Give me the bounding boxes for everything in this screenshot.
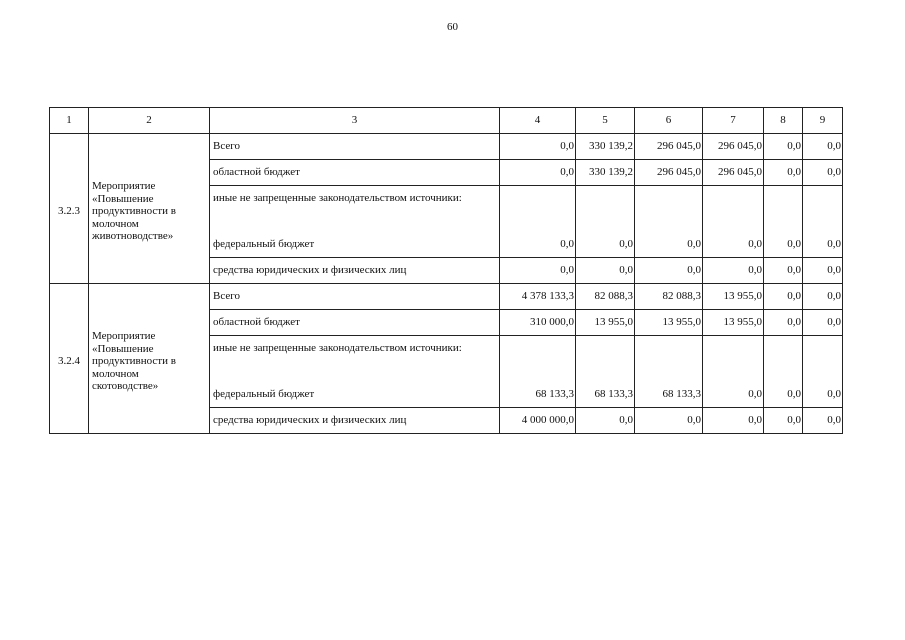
amount-cell: 82 088,3 (635, 284, 703, 310)
amount-cell: 68 133,3 (635, 382, 703, 408)
amount-cell: 330 139,2 (576, 160, 635, 186)
amount-cell: 0,0 (500, 232, 576, 258)
amount-cell: 0,0 (764, 160, 803, 186)
amount-cell (764, 186, 803, 233)
amount-cell: 0,0 (576, 408, 635, 434)
table-row (50, 284, 843, 310)
header-row (50, 108, 843, 134)
header-cell: 6 (635, 108, 703, 134)
amount-cell (635, 186, 703, 233)
funding-source: федеральный бюджет (210, 382, 500, 408)
funding-source: иные не запрещенные законодательством источники: (210, 186, 500, 233)
amount-cell: 13 955,0 (703, 284, 764, 310)
header-cell: 8 (764, 108, 803, 134)
funding-source: средства юридических и физических лиц (210, 258, 500, 284)
amount-cell: 0,0 (635, 258, 703, 284)
amount-cell: 0,0 (703, 258, 764, 284)
amount-cell (803, 336, 843, 383)
amount-cell: 310 000,0 (500, 310, 576, 336)
amount-cell: 0,0 (500, 258, 576, 284)
amount-cell: 0,0 (764, 232, 803, 258)
header-cell: 9 (803, 108, 843, 134)
funding-source: федеральный бюджет (210, 232, 500, 258)
amount-cell: 0,0 (803, 408, 843, 434)
amount-cell: 0,0 (803, 310, 843, 336)
amount-cell: 296 045,0 (635, 134, 703, 160)
amount-cell: 0,0 (803, 258, 843, 284)
amount-cell: 0,0 (803, 232, 843, 258)
funding-source: иные не запрещенные законодательством источники: (210, 336, 500, 383)
item-name: Мероприятие «Повышение продуктивности в молочном скотоводстве» (89, 284, 210, 434)
header-cell: 5 (576, 108, 635, 134)
amount-cell: 0,0 (764, 134, 803, 160)
amount-cell (803, 186, 843, 233)
amount-cell: 0,0 (764, 382, 803, 408)
amount-cell: 0,0 (803, 134, 843, 160)
amount-cell (576, 336, 635, 383)
amount-cell: 4 000 000,0 (500, 408, 576, 434)
amount-cell: 0,0 (764, 284, 803, 310)
funding-source: средства юридических и физических лиц (210, 408, 500, 434)
amount-cell: 0,0 (803, 160, 843, 186)
amount-cell: 13 955,0 (703, 310, 764, 336)
amount-cell: 4 378 133,3 (500, 284, 576, 310)
page-number: 60 (447, 21, 458, 33)
funding-source: Всего (210, 134, 500, 160)
header-cell: 3 (210, 108, 500, 134)
header-cell: 2 (89, 108, 210, 134)
amount-cell: 296 045,0 (635, 160, 703, 186)
amount-cell: 68 133,3 (500, 382, 576, 408)
item-code: 3.2.4 (50, 284, 89, 434)
table-row (50, 134, 843, 160)
amount-cell: 0,0 (764, 310, 803, 336)
amount-cell: 0,0 (635, 408, 703, 434)
amount-cell (703, 336, 764, 383)
amount-cell: 296 045,0 (703, 134, 764, 160)
item-name: Мероприятие «Повышение продуктивности в молочном животноводстве» (89, 134, 210, 284)
amount-cell (635, 336, 703, 383)
amount-cell: 0,0 (703, 408, 764, 434)
header-cell: 7 (703, 108, 764, 134)
funding-source: Всего (210, 284, 500, 310)
funding-source: областной бюджет (210, 160, 500, 186)
amount-cell: 13 955,0 (635, 310, 703, 336)
amount-cell: 0,0 (764, 258, 803, 284)
amount-cell (576, 186, 635, 233)
budget-table (49, 107, 843, 434)
amount-cell: 0,0 (764, 408, 803, 434)
amount-cell: 0,0 (703, 382, 764, 408)
amount-cell: 0,0 (803, 382, 843, 408)
header-cell: 4 (500, 108, 576, 134)
amount-cell: 0,0 (803, 284, 843, 310)
amount-cell: 68 133,3 (576, 382, 635, 408)
amount-cell: 0,0 (576, 258, 635, 284)
header-cell: 1 (50, 108, 89, 134)
amount-cell: 296 045,0 (703, 160, 764, 186)
amount-cell: 0,0 (635, 232, 703, 258)
amount-cell: 0,0 (500, 134, 576, 160)
amount-cell: 0,0 (703, 232, 764, 258)
amount-cell: 0,0 (500, 160, 576, 186)
amount-cell: 330 139,2 (576, 134, 635, 160)
amount-cell (500, 186, 576, 233)
amount-cell (703, 186, 764, 233)
amount-cell (764, 336, 803, 383)
amount-cell: 0,0 (576, 232, 635, 258)
item-code: 3.2.3 (50, 134, 89, 284)
amount-cell (500, 336, 576, 383)
funding-source: областной бюджет (210, 310, 500, 336)
amount-cell: 82 088,3 (576, 284, 635, 310)
amount-cell: 13 955,0 (576, 310, 635, 336)
